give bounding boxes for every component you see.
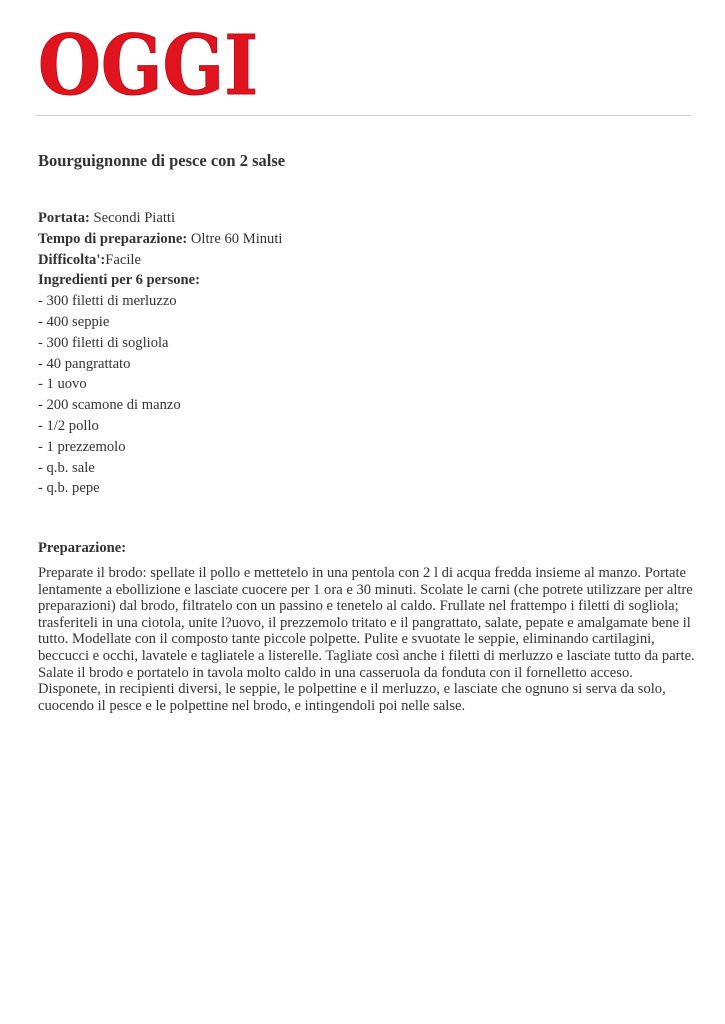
oggi-logo-graphic (36, 18, 260, 114)
ingredient-item: - 1 uovo (38, 376, 87, 393)
ingredient-item: - q.b. sale (38, 459, 95, 476)
difficulty-label: Difficolta': (38, 251, 106, 268)
ingredient-item: - 400 seppie (38, 313, 110, 330)
ingredients-list (38, 291, 678, 499)
oggi-logo-text: OGGI (38, 18, 258, 114)
difficulty-value: Facile (105, 251, 141, 268)
recipe-title: Bourguignonne di pesce con 2 salse (38, 151, 286, 170)
ingredient-item: - 1/2 pollo (38, 417, 99, 434)
ingredient-item: - 1 prezzemolo (38, 438, 126, 455)
ingredient-item: - q.b. pepe (38, 480, 100, 497)
oggi-logo (36, 18, 260, 114)
course-row (38, 208, 678, 229)
course-label: Portata: (38, 210, 90, 226)
prep-time-row (38, 229, 678, 250)
difficulty-row (38, 250, 678, 271)
ingredient-item: - 300 filetti di sogliola (38, 334, 169, 351)
prep-time-value: Oltre 60 Minuti (190, 230, 283, 247)
preparation-text: Preparate il brodo: spellate il pollo e mettetelo in una pentola con 2 l di acqua fredda insieme al manzo. Portate lentamente a ebollizione e lasciate cuocere per 1 ora e 30 minuti. Scolate le carni (che potrete utilizzare per altre preparazioni) dal brodo, filtratelo con un passino e tenetelo al caldo. Frullate nel frattempo i filetti di sogliola; trasferiteli in una ciotola, unite l?uovo, il prezzemolo tritato e il pangrattato, salate, pepate e amalgamate bene il tutto. Modellate con il composto tante piccole polpette. Pulite e svuotate le seppie, eliminando cartilagini, beccucci e occhi, lavatele e tagliatele a listerelle. Tagliate così anche i filetti di merluzzo e lasciate tutto da parte. Salate il brodo e portatelo in tavola molto caldo in una casseruola da fonduta con il fornelletto acceso. Disponete, in recipienti diversi, le seppie, le polpettine e il merluzzo, e lasciate che ognuno si serva da solo, cuocendo il pesce e le polpettine nel brodo, e intingendoli poi nelle salse. (38, 565, 695, 714)
recipe-meta (38, 208, 678, 499)
ingredient-item: - 200 scamone di manzo (38, 397, 181, 414)
prep-time-label: Tempo di preparazione: (38, 230, 188, 247)
header-divider (36, 115, 691, 116)
ingredient-item: - 40 pangrattato (38, 355, 131, 372)
preparation-label: Preparazione: (38, 540, 127, 556)
ingredient-item: - 300 filetti di merluzzo (38, 293, 177, 310)
ingredients-label: Ingredienti per 6 persone: (38, 272, 201, 289)
course-value: Secondi Piatti (93, 210, 176, 226)
